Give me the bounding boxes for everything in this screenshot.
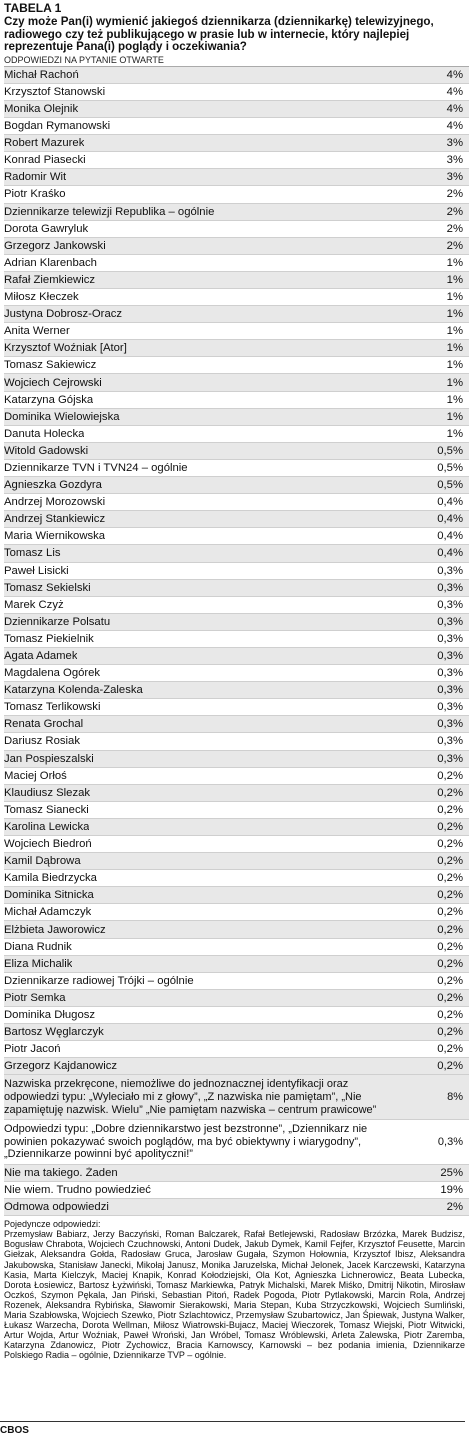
row-name: Robert Mazurek — [4, 137, 85, 150]
row-value: 0,2% — [437, 786, 463, 799]
table-row — [4, 1165, 469, 1182]
table-row — [4, 426, 469, 443]
row-value: 1% — [446, 308, 463, 321]
table-row — [4, 768, 469, 785]
row-value: 0,5% — [437, 444, 463, 457]
row-value: 2% — [446, 222, 463, 235]
row-value: 3% — [446, 154, 463, 167]
table-row — [4, 67, 469, 84]
row-value: 1% — [446, 393, 463, 406]
row-value: 0,3% — [437, 1135, 463, 1148]
row-value: 0,2% — [437, 1026, 463, 1039]
row-name: Wojciech Biedroń — [4, 838, 92, 851]
row-value: 0,2% — [437, 940, 463, 953]
row-name: Bogdan Rymanowski — [4, 120, 111, 133]
table-row — [4, 785, 469, 802]
row-name: Nie wiem. Trudno powiedzieć — [4, 1184, 151, 1197]
row-value: 1% — [446, 427, 463, 440]
row-name: Dziennikarze Polsatu — [4, 615, 111, 628]
row-value: 0,5% — [437, 461, 463, 474]
table-row — [4, 186, 469, 203]
table-row — [4, 665, 469, 682]
table-row — [4, 580, 469, 597]
row-name: Paweł Lisicki — [4, 564, 69, 577]
table-row — [4, 511, 469, 528]
row-value: 0,2% — [437, 974, 463, 987]
table-row — [4, 956, 469, 973]
row-name: Dziennikarze radiowej Trójki – ogólnie — [4, 974, 194, 987]
row-value: 0,2% — [437, 991, 463, 1004]
row-name: Andrzej Morozowski — [4, 496, 106, 509]
row-name: Tomasz Sekielski — [4, 581, 91, 594]
row-name: Magdalena Ogórek — [4, 667, 101, 680]
table-row — [4, 255, 469, 272]
summary-table — [4, 1165, 469, 1216]
row-value: 0,2% — [437, 906, 463, 919]
row-value: 0,3% — [437, 752, 463, 765]
table-row — [4, 682, 469, 699]
row-value: 0,3% — [437, 632, 463, 645]
table-row — [4, 802, 469, 819]
row-name: Kamil Dąbrowa — [4, 855, 81, 868]
row-value: 0,5% — [437, 479, 463, 492]
row-name: Odpowiedzi typu: „Dobre dziennikarstwo jest bezstronne”, „Dziennikarz nie powinien pokazywać swoich poglądów, ma być obiektywny i wiarygodny”, „Dziennikarze powinni być apolityczni!” — [4, 1123, 368, 1161]
row-value: 8% — [447, 1090, 463, 1103]
row-value: 0,3% — [437, 667, 463, 680]
row-value: 0,3% — [437, 564, 463, 577]
table-row — [4, 1199, 469, 1216]
row-value: 0,2% — [437, 889, 463, 902]
row-name: Dziennikarze TVN i TVN24 – ogólnie — [4, 461, 188, 474]
row-name: Tomasz Terlikowski — [4, 701, 101, 714]
row-value: 2% — [446, 239, 463, 252]
row-name: Diana Rudnik — [4, 940, 72, 953]
row-name: Elżbieta Jaworowicz — [4, 923, 106, 936]
question-text: Czy może Pan(i) wymienić jakiegoś dziennikarza (dziennikarkę) telewizyjnego, radiowego czy też publikującego w prasie lub w internecie, który najlepiej reprezentuje Pana(i) poglądy i oczekiwania? — [4, 15, 434, 54]
document — [4, 2, 469, 1360]
row-value: 1% — [446, 376, 463, 389]
row-name: Danuta Holecka — [4, 427, 85, 440]
row-name: Andrzej Stankiewicz — [4, 513, 106, 526]
table-row — [4, 272, 469, 289]
table-row — [4, 990, 469, 1007]
row-value: 1% — [446, 291, 463, 304]
row-name: Tomasz Sakiewicz — [4, 359, 97, 372]
row-name: Renata Grochal — [4, 718, 84, 731]
table-row — [4, 238, 469, 255]
row-value: 0,2% — [437, 803, 463, 816]
table-row — [4, 853, 469, 870]
row-value: 0,2% — [437, 855, 463, 868]
table-row — [4, 563, 469, 580]
table-row — [4, 870, 469, 887]
row-name: Dominika Sitnicka — [4, 889, 94, 902]
results-table — [4, 66, 469, 1076]
row-value: 0,2% — [437, 838, 463, 851]
table-row — [4, 751, 469, 768]
table-row — [4, 409, 469, 426]
table-row — [4, 289, 469, 306]
row-name: Grzegorz Kajdanowicz — [4, 1060, 118, 1073]
long-answers-table — [4, 1075, 469, 1165]
row-value: 0,2% — [437, 820, 463, 833]
table-row — [4, 374, 469, 391]
row-name: Witold Gadowski — [4, 444, 89, 457]
row-name: Dorota Gawryluk — [4, 222, 89, 235]
table-row — [4, 221, 469, 238]
row-value: 0,2% — [437, 872, 463, 885]
table-row — [4, 357, 469, 374]
table-row — [4, 340, 469, 357]
table-row — [4, 973, 469, 990]
row-value: 0,3% — [437, 701, 463, 714]
row-name: Kamila Biedrzycka — [4, 872, 97, 885]
table-row — [4, 648, 469, 665]
table-row — [4, 699, 469, 716]
table-row — [4, 545, 469, 562]
table-row — [4, 904, 469, 921]
row-name: Rafał Ziemkiewicz — [4, 273, 96, 286]
row-name: Eliza Michalik — [4, 957, 73, 970]
table-row — [4, 614, 469, 631]
row-value: 19% — [440, 1184, 463, 1197]
row-name: Maciej Orłoś — [4, 769, 67, 782]
row-name: Dziennikarze telewizji Republika – ogólnie — [4, 205, 215, 218]
row-value: 3% — [446, 171, 463, 184]
table-row — [4, 443, 469, 460]
table-row — [4, 460, 469, 477]
table-row — [4, 494, 469, 511]
row-value: 1% — [446, 359, 463, 372]
row-value: 0,2% — [437, 923, 463, 936]
row-value: 0,3% — [437, 615, 463, 628]
row-value: 0,3% — [437, 684, 463, 697]
row-value: 1% — [446, 256, 463, 269]
row-value: 0,3% — [437, 581, 463, 594]
row-name: Katarzyna Kolenda-Zaleska — [4, 684, 143, 697]
row-name: Jan Pospieszalski — [4, 752, 94, 765]
row-name: Agnieszka Gozdyra — [4, 479, 102, 492]
row-name: Wojciech Cejrowski — [4, 376, 102, 389]
row-name: Anita Werner — [4, 325, 70, 338]
row-name: Michał Adamczyk — [4, 906, 92, 919]
row-name: Agata Adamek — [4, 650, 78, 663]
source-footer — [0, 1421, 465, 1436]
row-name: Piotr Semka — [4, 991, 66, 1004]
row-value: 2% — [446, 205, 463, 218]
row-name: Justyna Dobrosz-Oracz — [4, 308, 123, 321]
row-name: Krzysztof Woźniak [Ator] — [4, 342, 127, 355]
row-name: Tomasz Lis — [4, 547, 61, 560]
row-value: 0,3% — [437, 598, 463, 611]
single-answers — [4, 1219, 469, 1360]
table-row — [4, 1075, 469, 1120]
source-label: CBOS — [0, 1425, 29, 1436]
table-row — [4, 477, 469, 494]
row-value: 0,4% — [437, 513, 463, 526]
row-value: 0,2% — [437, 1008, 463, 1021]
table-row — [4, 323, 469, 340]
row-value: 0,2% — [437, 1060, 463, 1073]
table-label: TABELA 1 — [4, 1, 62, 15]
row-name: Marek Czyż — [4, 598, 64, 611]
row-value: 25% — [440, 1166, 463, 1179]
single-answers-text: Przemysław Babiarz, Jerzy Baczyński, Roman Balczarek, Rafał Betlejewski, Radosław Brzózka, Marek Budzisz, Bogusław Chrabota, Wojciech Czuchnowski, Antoni Dudek, Jakub Dymek, Kamil Fejfer, Krzysztof Feusette, Marcin Giełzak, Aleksandra Gołda, Radosław Gruca, Jarosław Gugała, Szymon Hołownia, Krzysztof Ibisz, Aleksandra Jakubowska, Stanisław Janecki, Mikołaj Janusz, Monika Jaruzelska, Michał Jelonek, Jacek Karczewski, Katarzyna Kasia, Marta Kielczyk, Maciej Knapik, Konrad Kołodziejski, Ola Kot, Agnieszka Lichnerowicz, Beata Lubecka, Dorota Łosiewicz, Bartosz Łyżwiński, Tomasz Markiewka, Patryk Michalski, Marek Miśko, Dmitrij Nikotin, Mirosław Oczkoś, Szymon Pękala, Jan Piński, Sebastian Pitoń, Radek Pogoda, Piotr Pytlakowski, Marcin Rola, Andrzej Rozenek, Aleksandra Rybińska, Sławomir Sierakowski, Maria Stepan, Kuba Strzyczkowski, Wojciech Sumliński, Maria Szabłowska, Wojciech Szewko, Piotr Szlachtowicz, Przemysław Szubartowicz, Jan Śpiewak, Justyna Walker, Łukasz Warzecha, Dorota Wellman, Miłosz Wiatrowski-Bujacz, Maciej Wieczorek, Tomasz Wiejski, Piotr Witwicki, Artur Wojda, Artur Woźniak, Paweł Wroński, Jan Wróbel, Tomasz Wróblewski, Arleta Zalewska, Piotr Zaremba, Katarzyna Zdanowicz, Piotr Zychowicz, Bracia Karnowscy, Karnowski – bez podania imienia, Dziennikarze Polskiego Radia – ogólnie, Dziennikarze TVP – ogólnie. — [4, 1229, 465, 1361]
row-value: 4% — [446, 85, 463, 98]
row-name: Katarzyna Gójska — [4, 393, 94, 406]
table-row — [4, 921, 469, 938]
table-row — [4, 887, 469, 904]
table-row — [4, 733, 469, 750]
row-name: Grzegorz Jankowski — [4, 239, 106, 252]
row-value: 4% — [446, 120, 463, 133]
row-name: Radomir Wit — [4, 171, 67, 184]
table-row — [4, 118, 469, 135]
row-value: 2% — [446, 1201, 463, 1214]
row-value: 0,3% — [437, 718, 463, 731]
row-name: Dominika Wielowiejska — [4, 410, 120, 423]
row-name: Klaudiusz Slezak — [4, 786, 91, 799]
row-value: 1% — [446, 342, 463, 355]
row-value: 1% — [446, 410, 463, 423]
row-value: 0,4% — [437, 496, 463, 509]
row-value: 0,2% — [437, 1043, 463, 1056]
row-value: 2% — [446, 188, 463, 201]
row-name: Maria Wiernikowska — [4, 530, 106, 543]
table-row — [4, 135, 469, 152]
row-name: Michał Rachoń — [4, 68, 79, 81]
row-name: Monika Olejnik — [4, 103, 79, 116]
row-name: Tomasz Sianecki — [4, 803, 89, 816]
table-row — [4, 716, 469, 733]
table-row — [4, 392, 469, 409]
table-row — [4, 819, 469, 836]
row-name: Tomasz Piekielnik — [4, 632, 94, 645]
table-row — [4, 631, 469, 648]
table-row — [4, 1182, 469, 1199]
row-name: Nie ma takiego. Żaden — [4, 1166, 118, 1179]
table-row — [4, 1058, 469, 1075]
row-value: 0,3% — [437, 735, 463, 748]
table-row — [4, 836, 469, 853]
row-value: 4% — [446, 68, 463, 81]
row-name: Miłosz Kłeczek — [4, 291, 79, 304]
row-name: Krzysztof Stanowski — [4, 85, 106, 98]
table-row — [4, 204, 469, 221]
row-name: Adrian Klarenbach — [4, 256, 97, 269]
row-name: Odmowa odpowiedzi — [4, 1201, 109, 1214]
row-name: Konrad Piasecki — [4, 154, 86, 167]
row-value: 0,4% — [437, 547, 463, 560]
row-value: 3% — [446, 137, 463, 150]
subheader: ODPOWIEDZI NA PYTANIE OTWARTE — [4, 54, 164, 65]
table-row — [4, 1120, 469, 1165]
table-row — [4, 152, 469, 169]
table-row — [4, 306, 469, 323]
row-name: Piotr Kraśko — [4, 188, 66, 201]
table-row — [4, 597, 469, 614]
row-value: 0,2% — [437, 769, 463, 782]
row-name: Karolina Lewicka — [4, 820, 90, 833]
table-row — [4, 169, 469, 186]
row-value: 0,3% — [437, 650, 463, 663]
row-value: 1% — [446, 325, 463, 338]
row-name: Dariusz Rosiak — [4, 735, 80, 748]
row-name: Piotr Jacoń — [4, 1043, 61, 1056]
row-name: Bartosz Węglarczyk — [4, 1026, 104, 1039]
table-row — [4, 1041, 469, 1058]
table-row — [4, 101, 469, 118]
row-name: Nazwiska przekręcone, niemożliwe do jednoznacznej identyfikacji oraz odpowiedzi typu: „Wyleciało mi z głowy”, „Z nazwiska nie pamiętam”, „Nie zapamiętuję nazwisk. Wielu” „Nie pamiętam nazwiska – centrum prawicowe” — [4, 1078, 377, 1116]
table-row — [4, 1007, 469, 1024]
row-value: 4% — [446, 103, 463, 116]
row-value: 1% — [446, 273, 463, 286]
row-name: Dominika Długosz — [4, 1008, 96, 1021]
single-answers-label: Pojedyncze odpowiedzi: — [4, 1219, 101, 1230]
table-row — [4, 84, 469, 101]
row-value: 0,4% — [437, 530, 463, 543]
table-row — [4, 528, 469, 545]
table-row — [4, 1024, 469, 1041]
row-value: 0,2% — [437, 957, 463, 970]
table-row — [4, 939, 469, 956]
